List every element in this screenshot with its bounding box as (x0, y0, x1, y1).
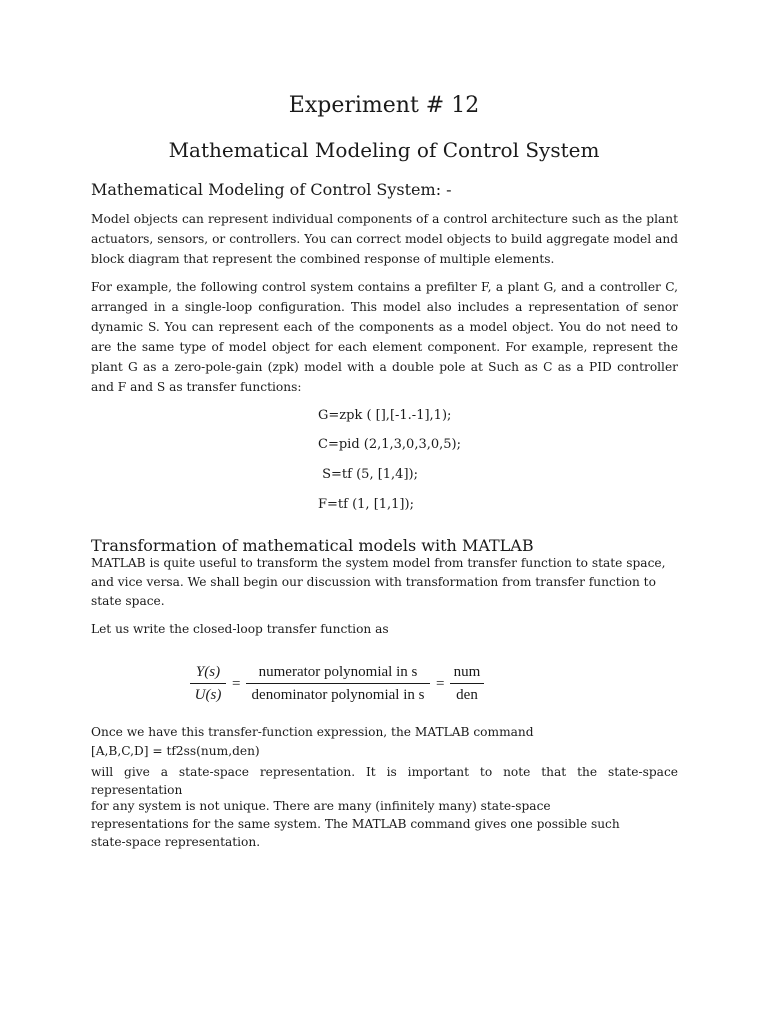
paragraph-example: For example, the following control system contains a prefilter F, a plant G, and a controller C, arranged in a single-loop configuration. This model also includes a representation of senor dynamic S. You can represent each of the components as a model object. You do not need to are the same type of model object for each element component. For example, represent the plant G as a zero-pole-gain (zpk) model with a double pole at Such as C as a PID controller and F and S as transfer functions: (91, 280, 678, 394)
paragraph-state-space: will give a state-space representation. It is important to note that the state-space representation (91, 765, 678, 797)
equals-sign: = (232, 676, 241, 692)
section-heading-transformation: Transformation of mathematical models with MATLAB (91, 536, 534, 555)
lhs-fraction (190, 664, 226, 704)
text-line-representations: representations for the same system. The MATLAB command gives one possible such (91, 817, 620, 831)
section-heading-modeling: Mathematical Modeling of Control System: - (91, 180, 452, 199)
code-line-c: C=pid (2,1,3,0,3,0,5); (318, 437, 461, 452)
den-label: den (456, 687, 478, 703)
polynomial-numerator: numerator polynomial in s (246, 664, 430, 684)
text-line-tf2ss: [A,B,C,D] = tf2ss(num,den) (91, 744, 260, 758)
equals-sign-2: = (436, 676, 445, 692)
text-line-unique: for any system is not unique. There are many (infinitely many) state-space (91, 799, 551, 813)
paragraph-matlab-useful: MATLAB is quite useful to transform the system model from transfer function to state space, and vice versa. We shall begin our discussion with transformation from transfer function to state space. (91, 556, 666, 608)
polynomial-fraction (246, 664, 430, 704)
num-den-fraction (450, 664, 484, 704)
code-line-s: S=tf (5, [1,4]); (318, 467, 418, 482)
polynomial-denominator: denominator polynomial in s (251, 687, 425, 703)
lhs-numerator: Y(s) (190, 664, 226, 684)
paragraph-model-objects: Model objects can represent individual components of a control architecture such as the plant actuators, sensors, or controllers. You can correct model objects to build aggregate model and block diagram that represent the combined response of multiple elements. (91, 212, 678, 266)
text-line-final: state-space representation. (91, 835, 261, 849)
paragraph-closed-loop: Let us write the closed-loop transfer function as (91, 622, 389, 636)
num-label: num (450, 664, 484, 684)
page-title: Experiment # 12 (288, 93, 480, 118)
lhs-denominator: U(s) (194, 687, 222, 703)
page-subtitle: Mathematical Modeling of Control System (168, 138, 600, 162)
transfer-function-equation (190, 664, 490, 714)
text-line-once: Once we have this transfer-function expression, the MATLAB command (91, 725, 534, 739)
code-line-f: F=tf (1, [1,1]); (318, 497, 414, 512)
code-line-g: G=zpk ( [],[-1.-1],1); (318, 408, 452, 423)
